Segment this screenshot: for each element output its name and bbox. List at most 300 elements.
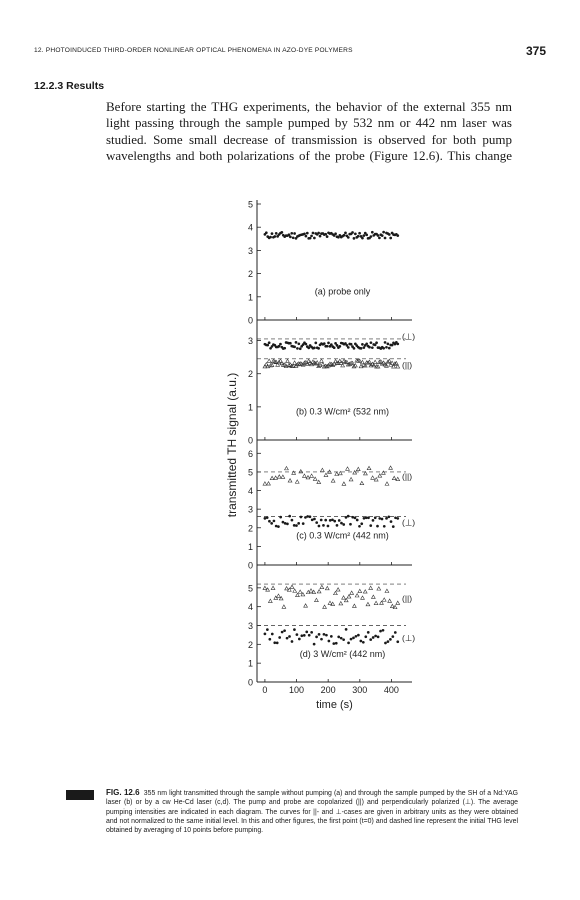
data-point-filled: [291, 640, 294, 643]
data-point-triangle: [303, 474, 307, 477]
x-tick-label: 400: [383, 685, 399, 695]
data-point-filled: [376, 525, 379, 528]
data-point-triangle: [356, 467, 360, 470]
caption-text: [106, 788, 518, 835]
data-point-triangle: [304, 604, 308, 607]
data-point-triangle: [315, 598, 319, 601]
data-point-filled: [357, 235, 360, 238]
data-point-triangle: [293, 589, 297, 592]
data-point-triangle: [342, 596, 346, 599]
data-point-filled: [295, 341, 298, 344]
data-point-triangle: [323, 605, 327, 608]
data-point-triangle: [285, 466, 289, 469]
caption-body: 355 nm light transmitted through the sample without pumping (a) and through the sample pumped by the SH of a Nd:YAG laser (b) or by a cw He-Cd laser (c,d). The pump and probe are copolarized (||) and perpendicularly polarized (⊥). The average pumping intensities are indicated in each diagram. The curves for ||- and ⊥-cases are given in arbitrary units as they were obtained and not normalized to the same initial level. In this and other figures, the first point (t=0) and dashed line represent the initial THG level obtained by averaging of 10 points before pumping.: [106, 790, 518, 835]
data-point-filled: [288, 635, 291, 638]
data-point-filled: [371, 346, 374, 349]
data-point-filled: [364, 635, 367, 638]
y-tick-label: 6: [247, 448, 253, 459]
data-point-filled: [292, 236, 295, 239]
data-point-filled: [328, 640, 331, 643]
data-point-filled: [351, 231, 354, 234]
data-point-filled: [333, 520, 336, 523]
y-tick-label: 4: [247, 486, 253, 497]
y-tick-label: 0: [247, 435, 253, 446]
data-point-triangle: [320, 468, 324, 471]
data-point-filled: [340, 522, 343, 525]
series-tag: (⊥): [402, 632, 416, 643]
data-point-filled: [388, 347, 391, 350]
body-line: wavelengths and both polarizations of the probe (Figure 12.6). This change: [106, 147, 512, 163]
data-point-filled: [360, 347, 363, 350]
y-tick-label: 2: [247, 369, 253, 380]
data-point-triangle: [336, 588, 340, 591]
data-point-triangle: [361, 596, 365, 599]
data-point-filled: [310, 631, 313, 634]
data-point-filled: [353, 347, 356, 350]
data-point-triangle: [281, 475, 285, 478]
data-point-filled: [264, 633, 267, 636]
data-point-filled: [273, 520, 276, 523]
data-point-filled: [312, 232, 315, 235]
data-point-filled: [295, 524, 298, 527]
data-point-filled: [367, 516, 370, 519]
data-point-filled: [372, 636, 375, 639]
data-point-filled: [338, 345, 341, 348]
body-line: studied. Some small decrease of transmission is observed for both pump: [106, 131, 512, 147]
data-point-filled: [365, 233, 368, 236]
data-point-filled: [313, 643, 316, 646]
data-point-filled: [303, 634, 306, 637]
y-tick-label: 0: [247, 677, 253, 688]
data-point-filled: [335, 642, 338, 645]
data-point-filled: [354, 233, 357, 236]
data-point-filled: [266, 628, 269, 631]
data-point-filled: [360, 522, 363, 525]
data-point-triangle: [309, 589, 313, 592]
y-tick-label: 3: [247, 336, 253, 347]
data-point-triangle: [349, 477, 353, 480]
data-point-filled: [338, 519, 341, 522]
data-point-filled: [305, 631, 308, 634]
data-point-triangle: [389, 466, 393, 469]
data-point-filled: [270, 522, 273, 525]
data-point-filled: [330, 635, 333, 638]
data-point-filled: [394, 631, 397, 634]
y-tick-label: 2: [247, 269, 253, 280]
data-point-filled: [347, 236, 350, 239]
data-point-filled: [283, 629, 286, 632]
data-point-triangle: [366, 602, 370, 605]
data-point-triangle: [331, 479, 335, 482]
chapter-title: 12. PHOTOINDUCED THIRD-ORDER NONLINEAR OPTICAL PHENOMENA IN AZO-DYE POLYMERS: [34, 47, 353, 54]
data-point-triangle: [317, 590, 321, 593]
data-point-filled: [323, 633, 326, 636]
data-point-triangle: [371, 595, 375, 598]
data-point-filled: [303, 232, 306, 235]
data-point-filled: [281, 231, 284, 234]
data-point-filled: [279, 343, 282, 346]
data-point-filled: [349, 523, 352, 526]
data-point-filled: [327, 525, 330, 528]
y-tick-label: 0: [247, 315, 253, 326]
data-point-filled: [306, 232, 309, 235]
data-point-filled: [379, 630, 382, 633]
caption-marker: [66, 790, 94, 800]
data-point-triangle: [339, 602, 343, 605]
data-point-triangle: [290, 585, 294, 588]
data-point-triangle: [350, 591, 354, 594]
data-point-filled: [378, 517, 381, 520]
data-point-filled: [288, 515, 291, 518]
data-point-filled: [342, 638, 345, 641]
data-point-filled: [358, 525, 361, 528]
data-point-filled: [377, 234, 380, 237]
data-point-filled: [347, 515, 350, 518]
data-point-filled: [308, 634, 311, 637]
data-point-filled: [384, 642, 387, 645]
data-point-filled: [382, 231, 385, 234]
data-point-filled: [384, 341, 387, 344]
data-point-triangle: [263, 586, 267, 589]
data-point-triangle: [385, 482, 389, 485]
data-point-filled: [305, 343, 308, 346]
data-point-triangle: [373, 360, 377, 363]
data-point-filled: [273, 641, 276, 644]
data-point-filled: [377, 636, 380, 639]
data-point-triangle: [369, 586, 373, 589]
data-point-filled: [345, 628, 348, 631]
data-point-filled: [284, 522, 287, 525]
data-point-triangle: [378, 474, 382, 477]
data-point-triangle: [367, 466, 371, 469]
data-point-filled: [361, 343, 364, 346]
panel-label: (a) probe only: [314, 286, 371, 297]
data-point-filled: [370, 341, 373, 344]
data-point-filled: [309, 237, 312, 240]
series-tag: (⊥): [402, 331, 416, 342]
series-tag: (⊥): [402, 517, 416, 528]
data-point-filled: [361, 237, 364, 240]
data-point-triangle: [271, 586, 275, 589]
x-axis-label: time (s): [316, 699, 353, 711]
data-point-filled: [293, 232, 296, 235]
y-tick-label: 2: [247, 639, 253, 650]
data-point-filled: [355, 635, 358, 638]
data-point-filled: [289, 342, 292, 345]
data-point-filled: [350, 343, 353, 346]
data-point-filled: [283, 347, 286, 350]
data-point-filled: [279, 516, 282, 519]
data-point-triangle: [341, 363, 345, 366]
data-point-filled: [276, 642, 279, 645]
data-point-filled: [297, 342, 300, 345]
data-point-filled: [381, 234, 384, 237]
data-point-triangle: [282, 605, 286, 608]
data-point-filled: [322, 524, 325, 527]
data-point-triangle: [392, 476, 396, 479]
data-point-filled: [266, 344, 269, 347]
data-point-triangle: [274, 476, 278, 479]
data-point-triangle: [267, 359, 271, 362]
data-point-filled: [275, 525, 278, 528]
data-point-triangle: [382, 598, 386, 601]
data-point-triangle: [371, 476, 375, 479]
data-point-filled: [332, 642, 335, 645]
data-point-filled: [392, 525, 395, 528]
data-point-filled: [396, 343, 399, 346]
data-point-filled: [353, 237, 356, 240]
data-point-filled: [372, 519, 375, 522]
data-point-filled: [367, 631, 370, 634]
data-point-filled: [369, 638, 372, 641]
data-point-filled: [391, 635, 394, 638]
data-point-triangle: [299, 470, 303, 473]
data-point-filled: [315, 636, 318, 639]
data-point-filled: [329, 519, 332, 522]
data-point-filled: [347, 346, 350, 349]
data-point-triangle: [286, 359, 290, 362]
data-point-filled: [268, 341, 271, 344]
caption-label: FIG. 12.6: [106, 788, 140, 797]
data-point-triangle: [352, 604, 356, 607]
data-point-triangle: [325, 586, 329, 589]
y-tick-label: 1: [247, 541, 253, 552]
data-point-triangle: [380, 601, 384, 604]
data-point-filled: [354, 517, 357, 520]
x-tick-label: 0: [262, 685, 268, 695]
data-point-filled: [382, 347, 385, 350]
data-point-filled: [375, 341, 378, 344]
data-point-triangle: [355, 594, 359, 597]
data-point-filled: [340, 637, 343, 640]
data-point-filled: [384, 237, 387, 240]
data-point-filled: [307, 347, 310, 350]
data-point-triangle: [358, 589, 362, 592]
data-point-triangle: [298, 590, 302, 593]
data-point-filled: [374, 516, 377, 519]
data-point-filled: [333, 346, 336, 349]
y-tick-label: 1: [247, 402, 253, 413]
data-point-filled: [362, 234, 365, 237]
data-point-filled: [327, 342, 330, 345]
data-point-triangle: [320, 585, 324, 588]
section-heading: 12.2.3 Results: [34, 80, 105, 92]
data-point-filled: [265, 231, 268, 234]
data-point-triangle: [390, 604, 394, 607]
data-point-filled: [387, 515, 390, 518]
data-point-filled: [334, 232, 337, 235]
data-point-triangle: [267, 482, 271, 485]
data-point-filled: [291, 519, 294, 522]
data-point-filled: [350, 638, 353, 641]
data-point-filled: [296, 347, 299, 350]
data-point-triangle: [296, 593, 300, 596]
body-line: Before starting the THG experiments, the behavior of the external 355 nm: [106, 99, 512, 114]
data-point-filled: [297, 522, 300, 525]
data-point-filled: [381, 518, 384, 521]
data-point-filled: [302, 522, 305, 525]
data-point-filled: [273, 235, 276, 238]
y-tick-label: 1: [247, 658, 253, 669]
body-line: light passing through the sample pumped by 532 nm or 442 nm laser was: [106, 115, 512, 131]
data-point-triangle: [374, 601, 378, 604]
data-point-filled: [313, 518, 316, 521]
data-point-filled: [385, 517, 388, 520]
data-point-filled: [269, 236, 272, 239]
data-point-triangle: [353, 471, 357, 474]
data-point-filled: [305, 235, 308, 238]
data-point-filled: [326, 235, 329, 238]
panel-label: (b) 0.3 W/cm² (532 nm): [295, 406, 390, 417]
data-point-filled: [387, 343, 390, 346]
data-point-filled: [317, 347, 320, 350]
data-point-filled: [344, 231, 347, 234]
data-point-filled: [320, 519, 323, 522]
data-point-filled: [313, 237, 316, 240]
data-point-triangle: [277, 594, 281, 597]
data-point-triangle: [295, 480, 299, 483]
data-point-filled: [271, 633, 274, 636]
data-point-filled: [317, 232, 320, 235]
data-point-filled: [313, 346, 316, 349]
data-point-filled: [363, 517, 366, 520]
data-point-filled: [300, 634, 303, 637]
y-tick-label: 1: [247, 292, 253, 303]
panel-label: (c) 0.3 W/cm² (442 nm): [296, 530, 389, 541]
data-point-triangle: [363, 590, 367, 593]
data-point-filled: [396, 234, 399, 237]
data-point-triangle: [285, 587, 289, 590]
data-point-filled: [396, 517, 399, 520]
page-number: 375: [525, 44, 546, 58]
y-tick-label: 4: [247, 222, 253, 233]
data-point-filled: [271, 232, 274, 235]
data-point-filled: [387, 640, 390, 643]
data-point-filled: [296, 633, 299, 636]
x-tick-label: 200: [320, 685, 336, 695]
data-point-triangle: [270, 476, 274, 479]
data-point-triangle: [385, 589, 389, 592]
data-point-triangle: [292, 471, 296, 474]
y-tick-label: 5: [247, 583, 253, 594]
data-point-filled: [342, 523, 345, 526]
data-point-filled: [309, 515, 312, 518]
data-point-triangle: [388, 599, 392, 602]
data-point-filled: [268, 638, 271, 641]
data-point-filled: [299, 347, 302, 350]
data-point-filled: [298, 638, 301, 641]
x-tick-label: 300: [352, 685, 368, 695]
data-point-filled: [360, 640, 363, 643]
data-point-filled: [318, 633, 321, 636]
data-point-triangle: [306, 476, 310, 479]
panel-label: (d) 3 W/cm² (442 nm): [299, 649, 386, 660]
data-point-triangle: [320, 359, 324, 362]
data-point-filled: [336, 344, 339, 347]
data-point-filled: [370, 235, 373, 238]
data-point-triangle: [346, 467, 350, 470]
data-point-filled: [286, 637, 289, 640]
data-point-filled: [277, 525, 280, 528]
data-point-filled: [286, 523, 289, 526]
y-tick-label: 5: [247, 467, 253, 478]
data-point-filled: [358, 232, 361, 235]
data-point-filled: [336, 524, 339, 527]
data-point-filled: [275, 232, 278, 235]
data-point-filled: [318, 525, 321, 528]
data-point-triangle: [310, 474, 314, 477]
data-point-filled: [300, 516, 303, 519]
data-point-filled: [362, 641, 365, 644]
data-point-triangle: [396, 477, 400, 480]
data-point-triangle: [263, 482, 267, 485]
y-tick-label: 0: [247, 560, 253, 571]
x-tick-label: 100: [289, 685, 305, 695]
data-point-filled: [290, 232, 293, 235]
data-point-triangle: [277, 475, 281, 478]
data-point-filled: [374, 635, 377, 638]
data-point-filled: [324, 519, 327, 522]
series-tag: (||): [402, 471, 413, 482]
data-point-triangle: [324, 473, 328, 476]
data-point-filled: [310, 235, 313, 238]
data-point-filled: [357, 634, 360, 637]
data-point-triangle: [382, 471, 386, 474]
data-point-filled: [352, 637, 355, 640]
y-axis-label: transmitted TH signal (a.u.): [225, 372, 239, 518]
y-tick-label: 2: [247, 523, 253, 534]
data-point-filled: [371, 231, 374, 234]
data-point-filled: [319, 235, 322, 238]
y-tick-label: 4: [247, 602, 253, 613]
data-point-filled: [289, 236, 292, 239]
data-point-triangle: [396, 601, 400, 604]
data-point-filled: [293, 345, 296, 348]
data-point-filled: [315, 521, 318, 524]
data-point-triangle: [347, 595, 351, 598]
data-point-filled: [378, 237, 381, 240]
data-point-filled: [325, 634, 328, 637]
data-point-filled: [389, 237, 392, 240]
y-tick-label: 3: [247, 504, 253, 515]
data-point-filled: [324, 233, 327, 236]
data-point-triangle: [334, 591, 338, 594]
data-point-filled: [326, 345, 329, 348]
data-point-filled: [314, 342, 317, 345]
y-tick-label: 5: [247, 199, 253, 210]
data-point-filled: [347, 642, 350, 645]
data-point-filled: [368, 346, 371, 349]
data-point-filled: [281, 631, 284, 634]
data-point-filled: [385, 346, 388, 349]
data-point-triangle: [288, 479, 292, 482]
data-point-filled: [396, 640, 399, 643]
data-point-filled: [343, 234, 346, 237]
data-point-filled: [389, 638, 392, 641]
data-point-filled: [320, 638, 323, 641]
data-point-filled: [266, 516, 269, 519]
data-point-filled: [323, 342, 326, 345]
y-tick-label: 3: [247, 621, 253, 631]
data-point-filled: [388, 233, 391, 236]
data-point-filled: [390, 520, 393, 523]
data-point-filled: [383, 525, 386, 528]
data-point-filled: [268, 520, 271, 523]
series-tag: (||): [402, 593, 413, 604]
data-point-filled: [356, 519, 359, 522]
data-point-triangle: [360, 481, 364, 484]
data-point-filled: [369, 524, 372, 527]
